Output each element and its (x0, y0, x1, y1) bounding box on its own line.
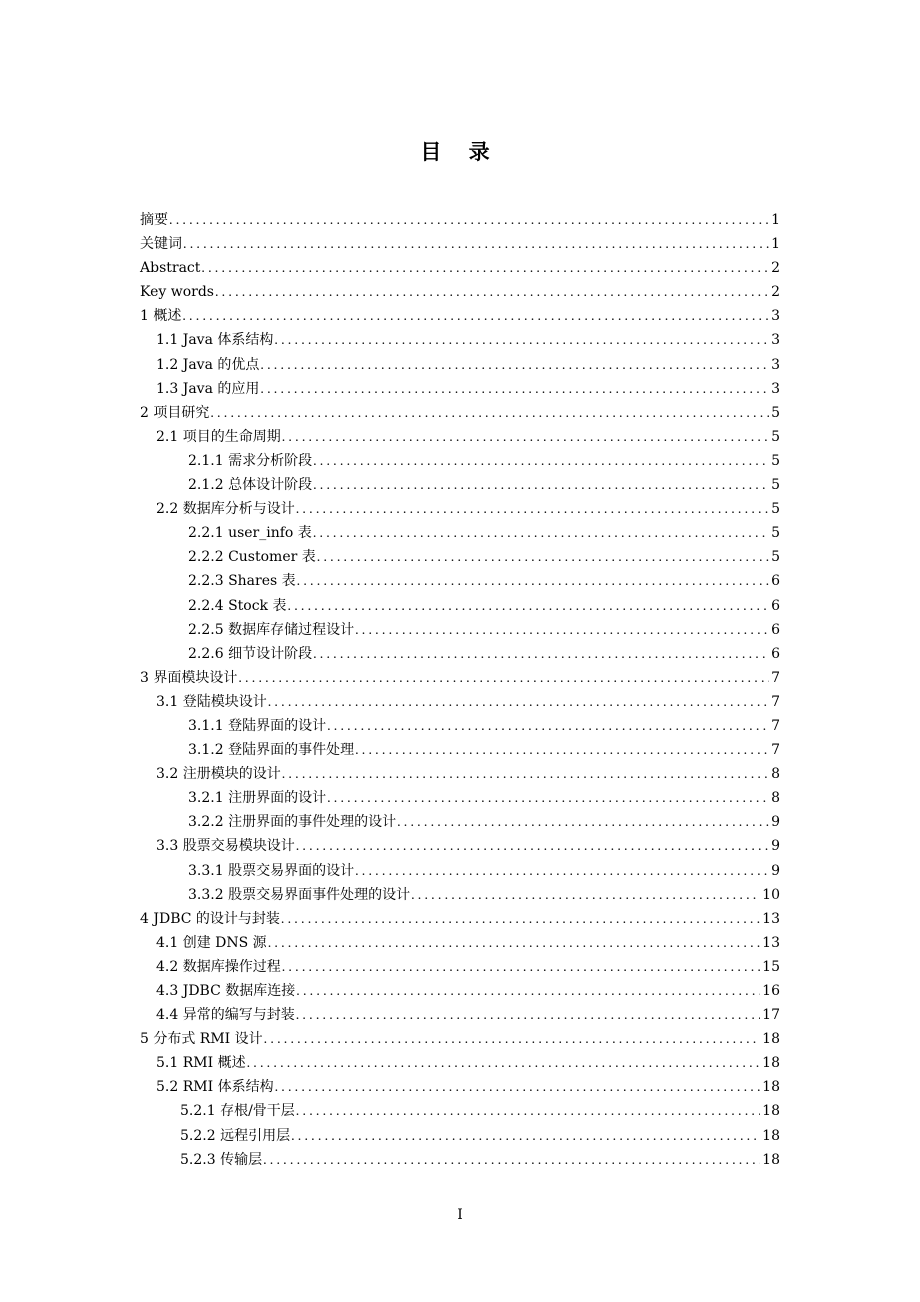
toc-entry-title: 1.3 Java 的应用 (156, 380, 260, 397)
toc-entry-title: 2.1 项目的生命周期 (156, 428, 281, 445)
toc-entry-title: 2.1.1 需求分析阶段 (188, 452, 313, 469)
toc-entry[interactable] (140, 1003, 780, 1027)
dot-leader (238, 667, 769, 691)
toc-entry[interactable] (140, 883, 780, 907)
dot-leader (296, 835, 769, 859)
dot-leader (313, 450, 769, 474)
dot-leader (411, 884, 760, 908)
dot-leader (263, 1149, 760, 1173)
toc-entry[interactable] (140, 353, 780, 377)
dot-leader (215, 281, 769, 305)
toc-entry-title: 4.2 数据库操作过程 (156, 958, 281, 975)
toc-entry-title: 2.2.5 数据库存储过程设计 (188, 621, 355, 638)
toc-entry[interactable] (140, 618, 780, 642)
toc-entry-title: 1 概述 (140, 308, 182, 325)
dot-leader (397, 811, 769, 835)
toc-entry-page-number: 3 (771, 332, 780, 349)
toc-entry-title: Key words (140, 284, 214, 301)
toc-entry-page-number: 8 (771, 790, 780, 807)
toc-entry-page-number: 13 (762, 934, 780, 951)
toc-entry-page-number: 6 (771, 621, 780, 638)
toc-entry-page-number: 18 (762, 1031, 780, 1048)
toc-entry-page-number: 18 (762, 1055, 780, 1072)
dot-leader (313, 474, 769, 498)
toc-entry[interactable] (140, 569, 780, 593)
dot-leader (282, 956, 760, 980)
toc-entry-title: 1.1 Java 体系结构 (156, 332, 274, 349)
toc-entry-page-number: 7 (771, 693, 780, 710)
dot-leader (282, 426, 769, 450)
dot-leader (313, 643, 769, 667)
toc-entry-title: 3.1.1 登陆界面的设计 (188, 717, 327, 734)
toc-entry-title: 3.1.2 登陆界面的事件处理 (188, 742, 355, 759)
toc-entry-title: 3.2 注册模块的设计 (156, 766, 281, 783)
toc-entry-page-number: 8 (771, 766, 780, 783)
toc-entry[interactable] (140, 714, 780, 738)
toc-entry[interactable] (140, 521, 780, 545)
toc-entry[interactable] (140, 304, 780, 328)
toc-entry-title: 5.2.2 远程引用层 (180, 1127, 291, 1144)
toc-entry-page-number: 5 (771, 525, 780, 542)
toc-entry[interactable] (140, 1099, 780, 1123)
toc-entry[interactable] (140, 1148, 780, 1172)
toc-entry[interactable] (140, 907, 780, 931)
table-of-contents (140, 208, 780, 1172)
dot-leader (281, 908, 760, 932)
toc-entry-page-number: 7 (771, 717, 780, 734)
toc-entry-page-number: 9 (771, 862, 780, 879)
toc-entry-title: 3.3.2 股票交易界面事件处理的设计 (188, 886, 411, 903)
dot-leader (297, 570, 769, 594)
dot-leader (268, 932, 760, 956)
toc-entry[interactable] (140, 473, 780, 497)
toc-entry-page-number: 7 (771, 742, 780, 759)
toc-entry[interactable] (140, 401, 780, 425)
toc-entry-title: 4.3 JDBC 数据库连接 (156, 983, 296, 999)
dot-leader (210, 402, 769, 426)
toc-entry-title: 4.1 创建 DNS 源 (156, 934, 267, 951)
toc-entry-title: 5.2 RMI 体系结构 (156, 1079, 274, 1096)
toc-entry-page-number: 7 (771, 669, 780, 686)
toc-entry-title: 5.2.1 存根/骨干层 (180, 1103, 295, 1120)
dot-leader (296, 1100, 760, 1124)
toc-entry-title: 4.4 异常的编写与封装 (156, 1007, 295, 1024)
dot-leader (296, 980, 760, 1004)
toc-entry[interactable] (140, 377, 780, 401)
dot-leader (260, 378, 769, 402)
toc-entry[interactable] (140, 1027, 780, 1051)
toc-entry[interactable] (140, 449, 780, 473)
toc-entry-title: 5 分布式 RMI 设计 (140, 1031, 263, 1048)
dot-leader (201, 257, 769, 281)
toc-entry-title: 2 项目研究 (140, 404, 210, 421)
toc-entry[interactable] (140, 859, 780, 883)
dot-leader (327, 787, 769, 811)
page-title: 目 录 (420, 139, 500, 165)
toc-entry-title: 2.1.2 总体设计阶段 (188, 477, 313, 494)
toc-entry-title: 3.3.1 股票交易界面的设计 (188, 862, 355, 879)
dot-leader (288, 595, 770, 619)
dot-leader (275, 1076, 761, 1100)
dot-leader (296, 1004, 760, 1028)
toc-entry[interactable] (140, 690, 780, 714)
toc-entry[interactable] (140, 594, 780, 618)
dot-leader (317, 546, 769, 570)
dot-leader (182, 305, 769, 329)
toc-entry[interactable] (140, 256, 780, 280)
toc-entry-page-number: 1 (771, 236, 780, 253)
toc-entry-title: 2.2.2 Customer 表 (188, 549, 316, 566)
toc-entry-title: 4 JDBC 的设计与封装 (140, 910, 280, 927)
dot-leader (183, 233, 769, 257)
toc-entry-page-number: 9 (771, 814, 780, 831)
toc-entry-page-number: 17 (762, 1007, 780, 1024)
toc-entry-page-number: 6 (771, 645, 780, 662)
toc-entry-title: 2.2.4 Stock 表 (188, 597, 287, 614)
toc-entry-title: 2.2.1 user_info 表 (188, 525, 312, 542)
dot-leader (291, 1125, 760, 1149)
dot-leader (355, 739, 769, 763)
toc-entry-title: 3.2.2 注册界面的事件处理的设计 (188, 814, 397, 831)
toc-entry-page-number: 5 (771, 501, 780, 518)
toc-entry-title: 3 界面模块设计 (140, 669, 238, 686)
toc-entry-page-number: 10 (762, 886, 780, 903)
toc-entry[interactable] (140, 762, 780, 786)
toc-entry[interactable] (140, 280, 780, 304)
toc-entry-page-number: 5 (771, 549, 780, 566)
toc-entry[interactable] (140, 328, 780, 352)
toc-entry-title: Abstract (140, 260, 201, 277)
toc-entry[interactable] (140, 666, 780, 690)
toc-entry-page-number: 9 (771, 838, 780, 855)
toc-entry[interactable] (140, 955, 780, 979)
toc-entry[interactable] (140, 1075, 780, 1099)
toc-entry[interactable] (140, 810, 780, 834)
dot-leader (296, 498, 769, 522)
toc-entry-page-number: 18 (762, 1103, 780, 1120)
toc-entry-page-number: 6 (771, 573, 780, 590)
toc-entry-title: 关键词 (140, 236, 182, 253)
toc-entry-page-number: 5 (771, 428, 780, 445)
toc-entry-title: 5.2.3 传输层 (180, 1151, 263, 1168)
toc-entry-title: 1.2 Java 的优点 (156, 356, 260, 373)
toc-entry-page-number: 13 (762, 910, 780, 927)
toc-entry-page-number: 2 (771, 284, 780, 301)
toc-entry-page-number: 15 (762, 958, 780, 975)
toc-entry-title: 3.3 股票交易模块设计 (156, 838, 295, 855)
toc-entry-title: 3.2.1 注册界面的设计 (188, 790, 327, 807)
toc-entry-page-number: 18 (762, 1151, 780, 1168)
toc-entry[interactable] (140, 642, 780, 666)
toc-entry[interactable] (140, 786, 780, 810)
toc-entry-title: 5.1 RMI 概述 (156, 1055, 246, 1072)
toc-entry[interactable] (140, 738, 780, 762)
toc-entry[interactable] (140, 834, 780, 858)
toc-entry[interactable] (140, 931, 780, 955)
toc-entry[interactable] (140, 232, 780, 256)
toc-entry-title: 2.2.3 Shares 表 (188, 573, 296, 590)
toc-entry-title: 2.2 数据库分析与设计 (156, 501, 295, 518)
toc-entry[interactable] (140, 1124, 780, 1148)
toc-entry-page-number: 6 (771, 597, 780, 614)
toc-entry-page-number: 1 (771, 212, 780, 228)
toc-entry[interactable] (140, 425, 780, 449)
dot-leader (260, 354, 769, 378)
dot-leader (327, 715, 769, 739)
dot-leader (169, 209, 769, 233)
toc-entry-page-number: 5 (771, 404, 780, 421)
dot-leader (247, 1052, 761, 1076)
dot-leader (264, 1028, 761, 1052)
toc-entry-page-number: 5 (771, 452, 780, 469)
toc-entry-page-number: 2 (771, 260, 780, 277)
toc-entry[interactable] (140, 545, 780, 569)
toc-entry-title: 2.2.6 细节设计阶段 (188, 645, 313, 662)
toc-entry-title: 3.1 登陆模块设计 (156, 693, 267, 710)
toc-entry-page-number: 3 (771, 308, 780, 325)
dot-leader (274, 329, 769, 353)
toc-entry-page-number: 18 (762, 1127, 780, 1144)
toc-entry-page-number: 3 (771, 380, 780, 397)
toc-entry-page-number: 5 (771, 477, 780, 494)
toc-entry-title: 摘要 (140, 212, 168, 228)
toc-entry-page-number: 18 (762, 1079, 780, 1096)
page-number: I (457, 1207, 463, 1223)
toc-entry[interactable] (140, 1051, 780, 1075)
dot-leader (282, 763, 769, 787)
toc-entry[interactable] (140, 208, 780, 232)
dot-leader (355, 860, 769, 884)
toc-entry[interactable] (140, 497, 780, 521)
toc-entry-page-number: 16 (762, 983, 780, 999)
toc-entry-page-number: 3 (771, 356, 780, 373)
dot-leader (313, 522, 769, 546)
dot-leader (355, 619, 769, 643)
dot-leader (268, 691, 769, 715)
toc-entry[interactable] (140, 979, 780, 1003)
